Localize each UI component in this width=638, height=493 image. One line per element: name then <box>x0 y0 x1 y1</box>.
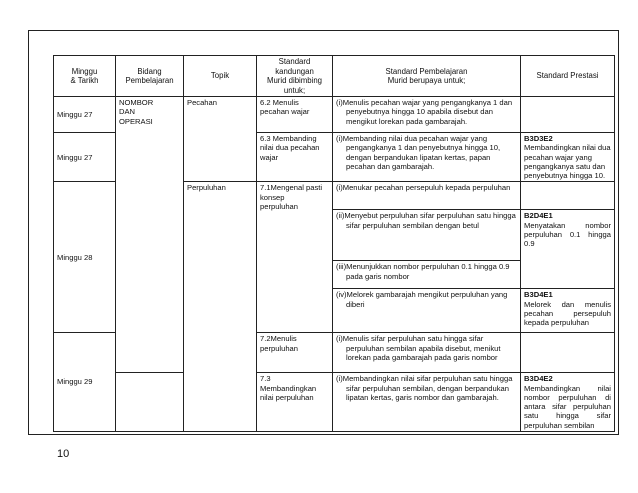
standard-kandungan-cell: 7.2Menulis perpuluhan <box>257 333 333 373</box>
standard-prestasi-cell <box>521 133 615 182</box>
standard-kandungan-cell: 7.1Mengenal pasti konsep perpuluhan <box>257 182 333 333</box>
prestasi-code: B3D4E1 <box>524 290 553 300</box>
standard-pembelajaran-cell: (i)Menukar pecahan persepuluh kepada perpuluhan <box>333 182 521 210</box>
standard-kandungan-cell: 6.2 Menulis pecahan wajar <box>257 97 333 133</box>
prestasi-text: Membandingkan nilai dua pecahan wajar yang pengangkanya satu dan penyebutnya hingga 10. <box>524 143 611 180</box>
prestasi-code: B3D4E2 <box>524 374 553 384</box>
prestasi-code: B2D4E1 <box>524 211 553 221</box>
lesson-plan-table <box>53 55 615 432</box>
week-cell: Minggu 27 <box>54 133 116 182</box>
standard-pembelajaran-cell: (ii)Menyebut perpuluhan sifar perpuluhan satu hingga sifar perpuluhan sembilan dengan betul <box>333 210 521 261</box>
standard-prestasi-cell <box>521 97 615 133</box>
header-minggu: Minggu & Tarikh <box>54 56 116 97</box>
standard-kandungan-cell: 6.3 Membanding nilai dua pecahan wajar <box>257 133 333 182</box>
week-cell: Minggu 27 <box>54 97 116 133</box>
table-row <box>54 97 615 133</box>
prestasi-text: Melorek dan menulis pecahan persepuluh kepada perpuluhan <box>524 299 611 327</box>
header-bidang: Bidang Pembelajaran <box>116 56 184 97</box>
standard-prestasi-cell <box>521 333 615 373</box>
standard-pembelajaran-cell: (iii)Menunjukkan nombor perpuluhan 0.1 hingga 0.9 pada garis nombor <box>333 261 521 289</box>
table-row <box>54 373 615 432</box>
bidang-cell-empty <box>116 373 184 432</box>
standard-pembelajaran-cell: (i)Menulis sifar perpuluhan satu hingga sifar perpuluhan sembilan apabila disebut, menikut lorekan pada gambarajah pada garis nombor <box>333 333 521 373</box>
table-header-row <box>54 56 615 97</box>
header-standard-prestasi: Standard Prestasi <box>521 56 615 97</box>
week-cell: Minggu 28 <box>54 182 116 333</box>
header-topik: Topik <box>184 56 257 97</box>
standard-prestasi-cell <box>521 210 615 289</box>
header-standard-kandungan: Standard kandungan Murid dibimbing untuk; <box>257 56 333 97</box>
bidang-cell: NOMBOR DAN OPERASI <box>116 97 184 373</box>
standard-prestasi-cell <box>521 182 615 210</box>
standard-prestasi-cell <box>521 373 615 432</box>
standard-pembelajaran-cell: (i)Menulis pecahan wajar yang pengangkanya 1 dan penyebutnya hingga 10 apabila disebut dan mengikut lorekan pada gambarajah. <box>333 97 521 133</box>
topik-cell: Perpuluhan <box>184 182 257 432</box>
standard-pembelajaran-cell: (iv)Melorek gambarajah mengikut perpuluhan yang diberi <box>333 289 521 333</box>
prestasi-text: Membandingkan nilai nombor perpuluhan di antara sifar perpuluhan satu hingga sifar perpuluhan sembilan <box>524 383 611 430</box>
page-number: 10 <box>57 448 70 460</box>
standard-pembelajaran-cell: (i)Membanding nilai dua pecahan wajar yang pengangkanya 1 dan penyebutnya hingga 10, dengan berpandukan lipatan kertas, papan pecahan dan gambarajah. <box>333 133 521 182</box>
standard-kandungan-cell: 7.3 Membandingkan nilai perpuluhan <box>257 373 333 432</box>
prestasi-code: B3D3E2 <box>524 134 553 143</box>
standard-prestasi-cell <box>521 289 615 333</box>
header-standard-pembelajaran: Standard Pembelajaran Murid berupaya untuk; <box>333 56 521 97</box>
prestasi-text: Menyatakan nombor perpuluhan 0.1 hingga 0.9 <box>524 220 611 248</box>
standard-pembelajaran-cell: (i)Membandingkan nilai sifar perpuluhan satu hingga sifar perpuluhan sembilan, dengan berpandukan lipatan kertas, garis nombor dan gambarajah. <box>333 373 521 432</box>
week-cell: Minggu 29 <box>54 333 116 432</box>
topik-cell: Pecahan <box>184 97 257 182</box>
